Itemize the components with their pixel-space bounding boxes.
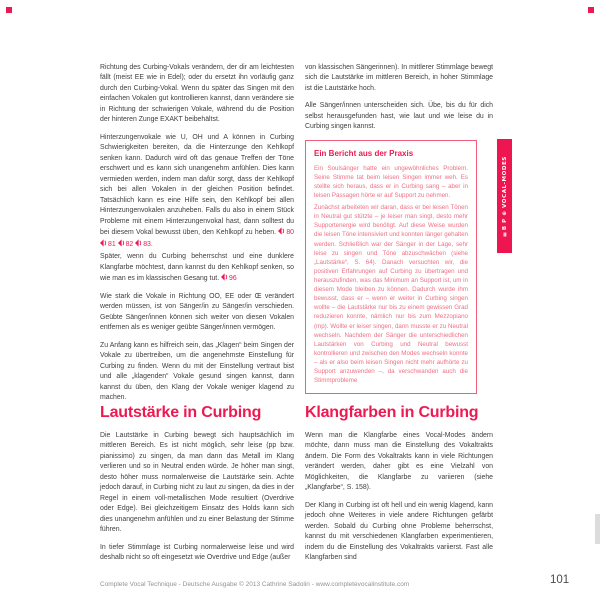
audio-track-number: 96 <box>229 275 237 283</box>
audio-track-number: 80 <box>286 229 294 237</box>
body-paragraph: Wie stark die Vokale in Richtung OO, EE oder Œ verändert werden müssen, ist von Sänger/in zu Sänger/in verschieden. Geübte Sänger/innen können sich weiter von diesen Vokalen entfernen als es weniger geübte Sänger/innen vermögen. <box>100 292 294 332</box>
body-paragraph: von klassischen Sängerinnen). In mittlerer Stimmlage bewegt sich die Lautstärke im mittleren Bereich, in hoher Stimmlage ist die Lautstärke hoch. <box>305 64 493 92</box>
practice-report-box <box>305 140 477 394</box>
chapter-tab-label: ⅡB P ⊕ VOCAL-MODES <box>501 155 508 237</box>
body-paragraph: Alle Sänger/innen unterscheiden sich. Übe, bis du für dich selbst herausgefunden hast, wie laut und wie leise du in Curbing singen kannst. <box>305 102 493 131</box>
paragraph-text: Später, wenn du Curbing beherrschst und eine dunklere Klangfarbe möchtest, dann kannst du den Kehlkopf senken, so wie man es im klassischen Gesang tut. <box>100 253 294 283</box>
speaker-icon <box>100 239 108 247</box>
section-heading-klangfarben: Klangfarben in Curbing <box>305 404 479 421</box>
page-number: 101 <box>550 574 570 586</box>
body-paragraph: Die Lautstärke in Curbing bewegt sich hauptsächlich im mittleren Bereich. Es ist nicht möglich, sehr leise (pp bzw. pianissimo) zu singen, da man dann das Metall im Klang verlieren und so in Neutral enden würde. Je höher man singt, desto höher muss normalerweise die Lautstärke sein. Achte jedoch darauf, in Curbing nicht zu laut zu singen, da dies in der Regel in einem voll-metallischen Mode resultiert (Overdrive oder Edge). Bei gleichzeitigem Einsatz des Holds kann sich dies unangenehm anfühlen und zu einer Belastung der Stimme führen. <box>100 432 294 534</box>
chapter-tab-vocal-modes <box>497 139 512 253</box>
corner-mark-icon <box>588 7 594 13</box>
body-paragraph: Wenn man die Klangfarbe eines Vocal-Modes ändern möchte, dann muss man die Einstellung des Vokaltrakts ändern. Die Form des Vokaltrakts kann in viele Richtungen verändert werden, daher gibt es eine Vielzahl von Möglichkeiten, die Klangfarbe zu variieren (siehe „Klangfarbe“, S. 158). <box>305 432 493 492</box>
left-column-upper <box>100 63 294 411</box>
body-paragraph: Richtung des Curbing-Vokals verändern, der dir am leichtesten fällt (meist EE wie in Edel); oder du ersetzt ihn vorläufig ganz durch den Curbing-Vokal. Wenn du später das Singen mit den einfachen Vokalen gut kontrollieren kannst, dann verändere sie in Richtung der schwierigen Vokale, während du die Position der hinteren Zunge EXAKT beibehältst. <box>100 64 294 124</box>
section-klangfarben <box>305 404 493 571</box>
speaker-icon <box>135 239 143 247</box>
box-paragraph: Ein Soulsänger hatte ein ungewöhnliches Problem. Seine Stimme tat beim leisen Singen immer weh. Es stellte sich heraus, dass er in Curbing sang – aber in leisen Passagen hörte er auf Support zu nehmen. <box>314 164 468 199</box>
section-lautstaerke <box>100 404 294 571</box>
body-paragraph: Der Klang in Curbing ist oft hell und ein wenig klagend, kann jedoch ohne Weiteres in viele andere Richtungen gefärbt werden. Sobald du Curbing ohne Probleme beherrschst, kannst du mit verschiedenen Klangfarben experimentieren, indem du die Einstellung des Vokaltrakts variierst. Fast alle Klangfarben sind <box>305 501 493 562</box>
audio-ref <box>135 241 151 248</box>
body-paragraph: In tiefer Stimmlage ist Curbing normalerweise leise und wird deshalb nicht so oft eingesetzt wie Overdrive und Edge (außer <box>100 543 294 562</box>
body-paragraph <box>100 252 294 284</box>
box-title: Ein Bericht aus der Praxis <box>314 148 414 158</box>
audio-ref <box>278 229 294 236</box>
body-paragraph: Zu Anfang kann es hilfreich sein, das „Klagen“ beim Singen der Vokale zu übertreiben, um die angenehmste Einstellung für Curbing zu finden. Wenn du mit der Einstellung vertraut bist und alle „klagenden“ Vokale gesund singen kannst, dann kannst du üben, den Klang der Vokale weniger klagend zu machen. <box>100 341 294 402</box>
right-column-upper <box>305 63 493 394</box>
speaker-icon <box>221 273 229 281</box>
paragraph-text: Hinterzungenvokale wie U, OH und A können in Curbing Schwierigkeiten bereiten, da die Hinterzunge den Kehlkopf senken kann. Dadurch wird oft das genaue Treffen der Töne erschwert und es kann sich unangenehm anfühlen. Dies kann vermieden werden, indem man dafür sorgt, dass der Kehlkopf sich bei allen Vokalen in der gleichen Position befindet. Tatsächlich kann es eine Hilfe sein, den Kehlkopf bei allen Hinterzungenvokalen anzuheben. Falls du also in einem Stück Probleme mit einem Hinterzungenvokal hast, dann solltest du bei diesem Vokal bewusst üben, den Kehlkopf zu heben. <box>100 133 294 237</box>
audio-ref <box>100 241 118 248</box>
audio-track-number: 81 <box>108 240 116 248</box>
audio-track-number: 82 <box>125 240 134 248</box>
page-edge-artifact <box>595 514 600 544</box>
audio-ref <box>118 241 136 248</box>
speaker-icon <box>118 239 126 247</box>
footer-credit: Complete Vocal Technique - Deutsche Ausgabe © 2013 Cathrine Sadolin - www.completevocalinstitute.com <box>100 581 410 588</box>
body-paragraph <box>100 133 294 250</box>
audio-suffix: . <box>150 240 153 248</box>
audio-track-number: 83 <box>143 240 151 248</box>
corner-mark-icon <box>6 7 12 13</box>
box-paragraph: Zunächst arbeiteten wir daran, dass er bei leisen Tönen in Neutral gut stützte – je leiser man singt, desto mehr Supportenergie wird benötigt. Auf diese Weise wurden die leisen Töne intensiviert und konnten länger gehalten werden. Schließlich war der Sänger in der Lage, sehr leise zu singen und Töne abzuschwächen (siehe „Lautstärke“, S. 64). Danach versuchten wir, die positiven Erfahrungen auf Curbing zu übertragen und herauszufinden, was das Minimum an Support ist, um in diesem Mode bleiben zu können. Dadurch wurde ihm bewusst, dass er – wenn er weiter in Curbing singen wollte – die Lautstärke nur bis zu einem gewissen Grad reduzieren konnte, nämlich nur bis zum Mezzopiano (mp). Wollte er leiser singen, dann musste er zu Neutral wechseln. Nachdem der Sänger die unterschiedlichen Lautstärken von Curbing und Neutral bewusst kontrollieren und zwischen den Modes wechseln konnte – als er also beim leisen Singen nicht mehr aufhörte zu Support anzuwenden –, da verschwanden auch die Stimmprobleme <box>314 204 468 385</box>
audio-ref <box>221 275 237 282</box>
section-heading-lautstaerke: Lautstärke in Curbing <box>100 404 262 421</box>
